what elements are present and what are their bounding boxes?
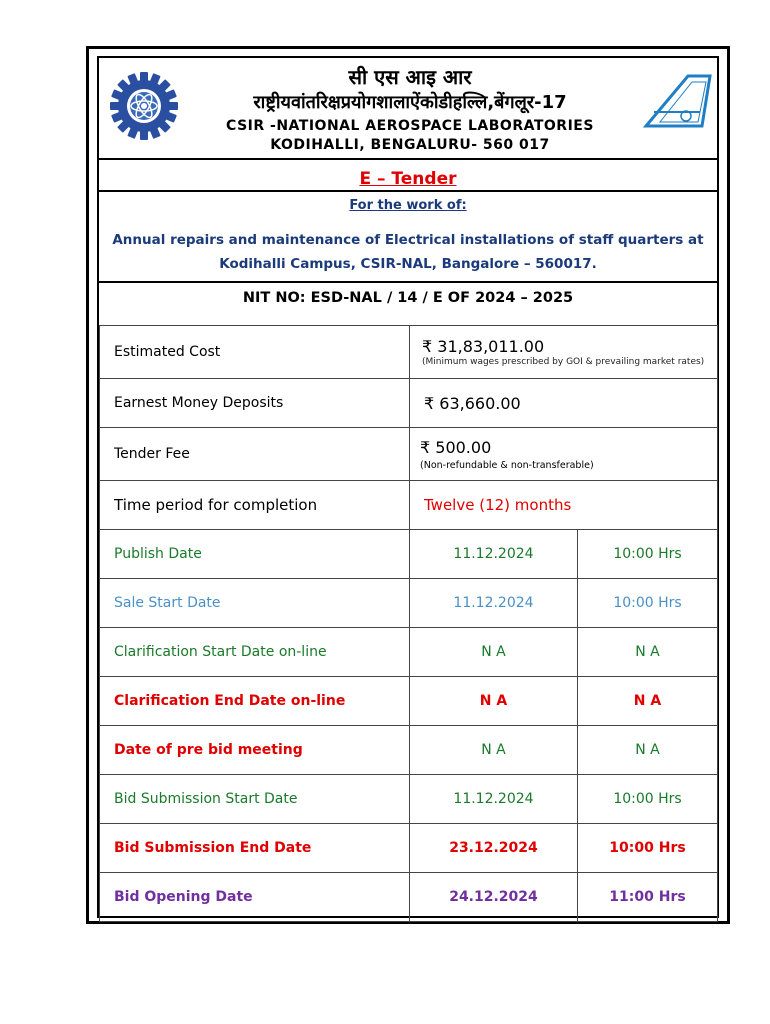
tender-fee-cell bbox=[410, 428, 718, 481]
table-row bbox=[100, 775, 718, 824]
bid-submission-start-date: 11.12.2024 bbox=[410, 775, 578, 824]
clarification-end-label: Clarification End Date on-line bbox=[100, 677, 410, 726]
hindi-org-acronym: सी एस आइ आर bbox=[348, 65, 472, 89]
table-row bbox=[100, 824, 718, 873]
work-description: Annual repairs and maintenance of Electrical installations of staff quarters at Kodihalli Campus, CSIR-NAL, Bangalore – 560017. bbox=[112, 232, 704, 272]
time-period-label: Time period for completion bbox=[100, 481, 410, 530]
publish-date-label: Publish Date bbox=[100, 530, 410, 579]
tender-fee-note: (Non-refundable & non-transferable) bbox=[420, 459, 594, 471]
title-divider bbox=[97, 190, 719, 192]
bid-submission-end-time: 10:00 Hrs bbox=[578, 824, 718, 873]
pre-bid-meeting-time: N A bbox=[578, 726, 718, 775]
clarification-start-time: N A bbox=[578, 628, 718, 677]
emd-label: Earnest Money Deposits bbox=[100, 379, 410, 428]
nal-aircraft-tail-logo-icon bbox=[640, 72, 712, 132]
table-row bbox=[100, 530, 718, 579]
estimated-cost-note: (Minimum wages prescribed by GOI & prevailing market rates) bbox=[422, 356, 705, 367]
pre-bid-meeting-date: N A bbox=[410, 726, 578, 775]
emd-value: ₹ 63,660.00 bbox=[410, 379, 718, 428]
table-row bbox=[100, 677, 718, 726]
time-period-value: Twelve (12) months bbox=[410, 481, 718, 530]
table-row bbox=[100, 379, 718, 428]
bid-opening-label: Bid Opening Date bbox=[100, 873, 410, 922]
english-org-address: KODIHALLI, BENGALURU- 560 017 bbox=[270, 137, 550, 153]
for-work-label: For the work of: bbox=[349, 198, 467, 213]
clarification-end-time: N A bbox=[578, 677, 718, 726]
document-title: E – Tender bbox=[359, 169, 457, 189]
nit-number: NIT NO: ESD-NAL / 14 / E OF 2024 – 2025 bbox=[242, 290, 574, 306]
estimated-cost-cell bbox=[410, 326, 718, 379]
bid-submission-start-time: 10:00 Hrs bbox=[578, 775, 718, 824]
table-row bbox=[100, 628, 718, 677]
tender-fee-value: ₹ 500.00 bbox=[420, 437, 492, 457]
csir-gear-logo-icon bbox=[108, 70, 180, 142]
publish-date-value: 11.12.2024 bbox=[410, 530, 578, 579]
estimated-cost-value: ₹ 31,83,011.00 bbox=[422, 336, 545, 356]
sale-start-date: 11.12.2024 bbox=[410, 579, 578, 628]
sale-start-time: 10:00 Hrs bbox=[578, 579, 718, 628]
table-row bbox=[100, 579, 718, 628]
bid-opening-time: 11:00 Hrs bbox=[578, 873, 718, 922]
tender-fee-label: Tender Fee bbox=[100, 428, 410, 481]
table-row bbox=[100, 481, 718, 530]
publish-time-value: 10:00 Hrs bbox=[578, 530, 718, 579]
work-divider bbox=[97, 281, 719, 283]
tender-details-table bbox=[99, 325, 718, 922]
clarification-end-date: N A bbox=[410, 677, 578, 726]
hindi-org-name: राष्ट्रीयवांतरिक्षप्रयोगशालाऐंकोडीहल्लि,बेंगलूर-17 bbox=[253, 92, 567, 113]
clarification-start-date: N A bbox=[410, 628, 578, 677]
pre-bid-meeting-label: Date of pre bid meeting bbox=[100, 726, 410, 775]
clarification-start-label: Clarification Start Date on-line bbox=[100, 628, 410, 677]
table-row bbox=[100, 326, 718, 379]
table-row bbox=[100, 873, 718, 922]
table-row bbox=[100, 726, 718, 775]
sale-start-label: Sale Start Date bbox=[100, 579, 410, 628]
english-org-name: CSIR -NATIONAL AEROSPACE LABORATORIES bbox=[226, 118, 594, 134]
bid-submission-end-label: Bid Submission End Date bbox=[100, 824, 410, 873]
header-divider bbox=[97, 158, 719, 160]
bid-submission-end-date: 23.12.2024 bbox=[410, 824, 578, 873]
table-row bbox=[100, 428, 718, 481]
bid-opening-date: 24.12.2024 bbox=[410, 873, 578, 922]
estimated-cost-label: Estimated Cost bbox=[100, 326, 410, 379]
bid-submission-start-label: Bid Submission Start Date bbox=[100, 775, 410, 824]
